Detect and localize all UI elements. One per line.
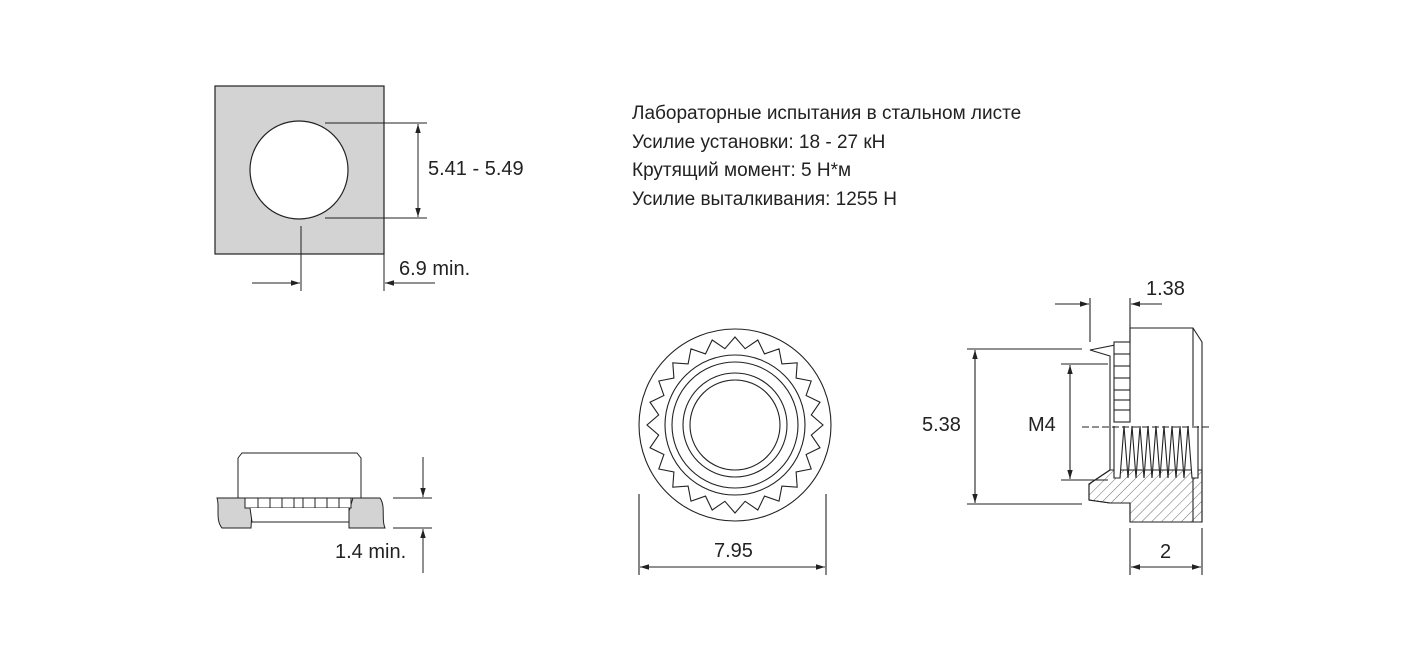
hatched-section <box>1089 470 1202 522</box>
specifications-block <box>632 100 1021 214</box>
hole-diameter-label: 5.41 - 5.49 <box>428 158 524 180</box>
nut-top-view <box>639 329 831 575</box>
nut-section-view <box>967 298 1212 575</box>
serration-ring <box>647 337 823 513</box>
shank-length-label: 1.38 <box>1146 278 1185 300</box>
spec-install-force: Усилие установки: 18 - 27 кН <box>632 131 886 153</box>
thread-label: M4 <box>1028 414 1056 436</box>
height-label: 5.38 <box>922 414 961 436</box>
outer-diameter-label: 7.95 <box>714 540 753 562</box>
spec-pushout-force: Усилие выталкивания: 1255 Н <box>632 188 897 210</box>
spec-test-conditions: Лабораторные испытания в стальном листе <box>632 103 1022 124</box>
edge-distance-label: 6.9 min. <box>399 258 471 280</box>
knurl-band <box>245 498 351 508</box>
spec-torque: Крутящий момент: 5 Н*м <box>632 160 852 181</box>
nut-body <box>238 453 361 498</box>
mounting-hole <box>250 121 348 219</box>
sheet-thickness-label: 1.4 min. <box>335 541 407 563</box>
width-label: 2 <box>1160 541 1172 563</box>
